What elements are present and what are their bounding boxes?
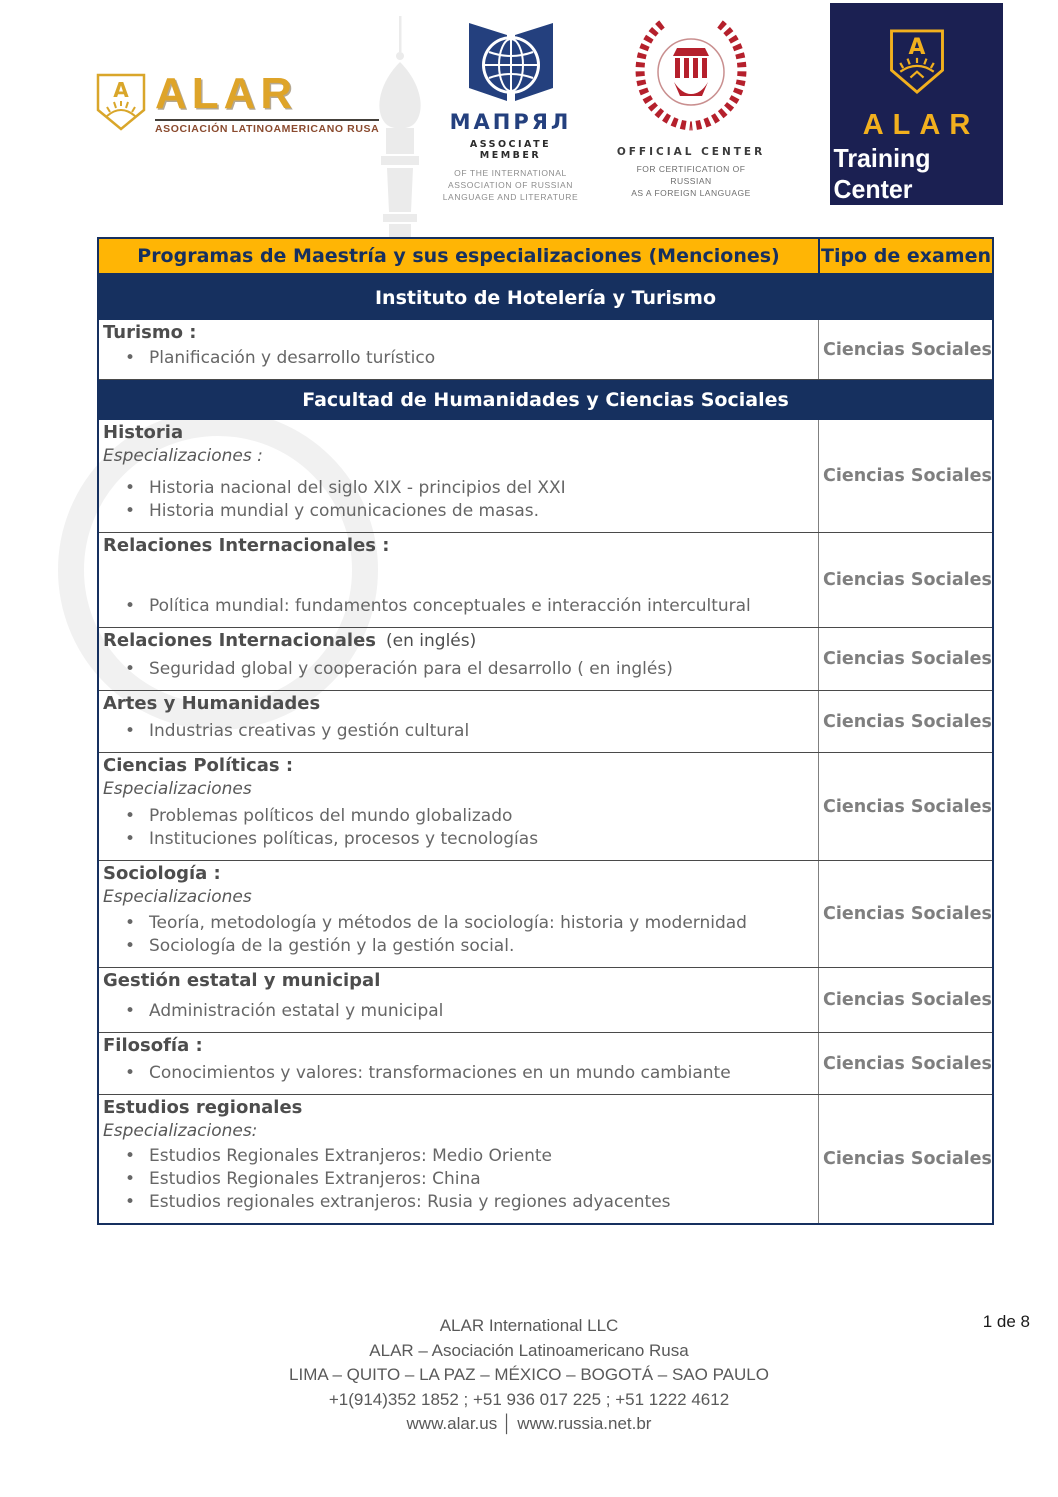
table-row [99,320,992,380]
mapryal-logo [438,20,583,203]
exam-type-value: Ciencias Sociales [823,796,992,817]
exam-type-value: Ciencias Sociales [823,711,992,732]
program-title: Artes y Humanidades [103,693,321,714]
program-subtitle: Especializaciones : [103,446,263,466]
mapryal-desc-line: OF THE INTERNATIONAL [454,168,567,178]
specialization-item: • Problemas políticos del mundo globalizado [103,806,810,826]
specialization-item: • Planificación y desarrollo turístico [103,348,810,368]
exam-type-value: Ciencias Sociales [823,649,992,669]
footer-cities: LIMA – QUITO – LA PAZ – MÉXICO – BOGOTÁ – SAO PAULO [289,1365,769,1384]
exam-type-value: Ciencias Sociales [823,1149,992,1169]
training-center-label: Training Center [833,143,931,204]
footer-websites: www.alar.us │ www.russia.net.br [406,1414,652,1433]
page-number: 1 de 8 [982,1312,1030,1331]
alar-logo [95,69,380,135]
exam-type-value: Ciencias Sociales [823,466,992,486]
alar-shield-icon [95,72,147,132]
specialization-item: • Teoría, metodología y métodos de la sociología: historia y modernidad [103,913,810,933]
table-row [99,420,992,533]
official-center-logo [616,10,766,199]
program-subtitle: Especializaciones [103,887,252,907]
alar-training-center-logo [830,3,1003,205]
exam-type-value: Ciencias Sociales [823,1053,992,1074]
section-title: Instituto de Hotelería y Turismo [374,286,717,309]
section-header [99,275,992,320]
footer-phones: +1(914)352 1852 ; +51 936 017 225 ; +51 1222 4612 [328,1389,730,1409]
section-header [99,380,992,420]
footer-association: ALAR – Asociación Latinoamericano Rusa [369,1340,689,1360]
mapryal-name: МАПРЯЛ [449,110,572,134]
program-title: Filosofía : [103,1035,203,1056]
exam-type-value: Ciencias Sociales [823,570,992,590]
official-center-desc-line: FOR CERTIFICATION OF RUSSIAN [636,164,746,186]
laurel-wreath-icon [628,10,754,136]
program-title: Sociología : [103,863,221,884]
specialization-item: • Conocimientos y valores: transformaciones en un mundo cambiante [103,1063,810,1083]
training-center-name: ALAR [862,109,980,141]
specialization-item: • Estudios regionales extranjeros: Rusia y regiones adyacentes [103,1192,810,1212]
table-row [99,861,992,968]
specialization-item: • Historia mundial y comunicaciones de masas. [103,501,810,521]
alar-logo-subtitle: ASOCIACIÓN LATINOAMERICANO RUSA [155,119,379,135]
exam-type-value: Ciencias Sociales [823,990,992,1010]
table-row [99,1033,992,1095]
table-row [99,628,992,691]
exam-type-value: Ciencias Sociales [823,904,992,924]
specialization-item: • Instituciones políticas, procesos y tecnologías [103,829,810,849]
specializations-list [103,718,810,744]
table-row [99,1095,992,1223]
specialization-item: • Sociología de la gestión y la gestión social. [103,936,810,956]
specializations-list [103,910,810,959]
specializations-list [103,1143,810,1215]
program-title: Historia [103,422,184,443]
table-row [99,968,992,1033]
table-row [99,691,992,753]
mapryal-desc-line: LANGUAGE AND LITERATURE [442,192,579,202]
specialization-item: • Seguridad global y cooperación para el desarrollo ( en inglés) [103,659,810,679]
table-sections [99,275,992,1223]
table-header-exam-type: Tipo de examen [818,239,992,273]
specialization-item: • Administración estatal y municipal [103,1001,810,1021]
specializations-list [103,998,810,1024]
program-title: Gestión estatal y municipal [103,970,381,991]
official-center-desc-line: AS A FOREIGN LANGUAGE [631,188,751,198]
specialization-item: • Historia nacional del siglo XIX - principios del XXI [103,478,810,498]
program-title: Estudios regionales [103,1097,303,1118]
program-title-note: (en inglés) [386,631,477,651]
footer-company: ALAR International LLC [439,1316,619,1335]
program-title: Relaciones Internacionales [103,630,377,651]
specialization-item: • Industrias creativas y gestión cultural [103,721,810,741]
program-subtitle: Especializaciones: [103,1121,258,1141]
specialization-item: • Política mundial: fundamentos conceptuales e interacción intercultural [103,596,810,616]
mapryal-member-label: ASSOCIATE MEMBER [469,139,552,161]
specializations-list [103,656,810,682]
specialization-item: • Estudios Regionales Extranjeros: Medio Oriente [103,1146,810,1166]
specializations-list [103,1060,810,1086]
alar-logo-title: ALAR [155,69,298,118]
program-title: Relaciones Internacionales : [103,535,390,556]
section-title: Facultad de Humanidades y Ciencias Sociales [302,389,789,411]
specializations-list [103,803,810,852]
program-title: Turismo : [103,322,197,343]
specialization-item: • Estudios Regionales Extranjeros: China [103,1169,810,1189]
specializations-list [103,475,810,524]
mapryal-desc-line: ASSOCIATION OF RUSSIAN [448,180,573,190]
official-center-title: OFFICIAL CENTER [616,146,766,158]
program-title: Ciencias Políticas : [103,755,294,776]
svg-text:A: A [113,78,129,102]
training-shield-icon [878,28,956,95]
table-header-programs: Programas de Maestría y sus especializaciones (Menciones) [137,245,780,267]
program-subtitle: Especializaciones [103,779,252,799]
svg-text:A: A [908,35,925,61]
specializations-list [103,593,810,619]
table-header-row [99,239,992,275]
page-footer [0,1314,1058,1437]
table-row [99,753,992,861]
programs-table [97,237,994,1225]
exam-type-value: Ciencias Sociales [823,339,992,360]
book-globe-icon [459,20,563,104]
table-row [99,533,992,628]
specializations-list [103,345,810,371]
